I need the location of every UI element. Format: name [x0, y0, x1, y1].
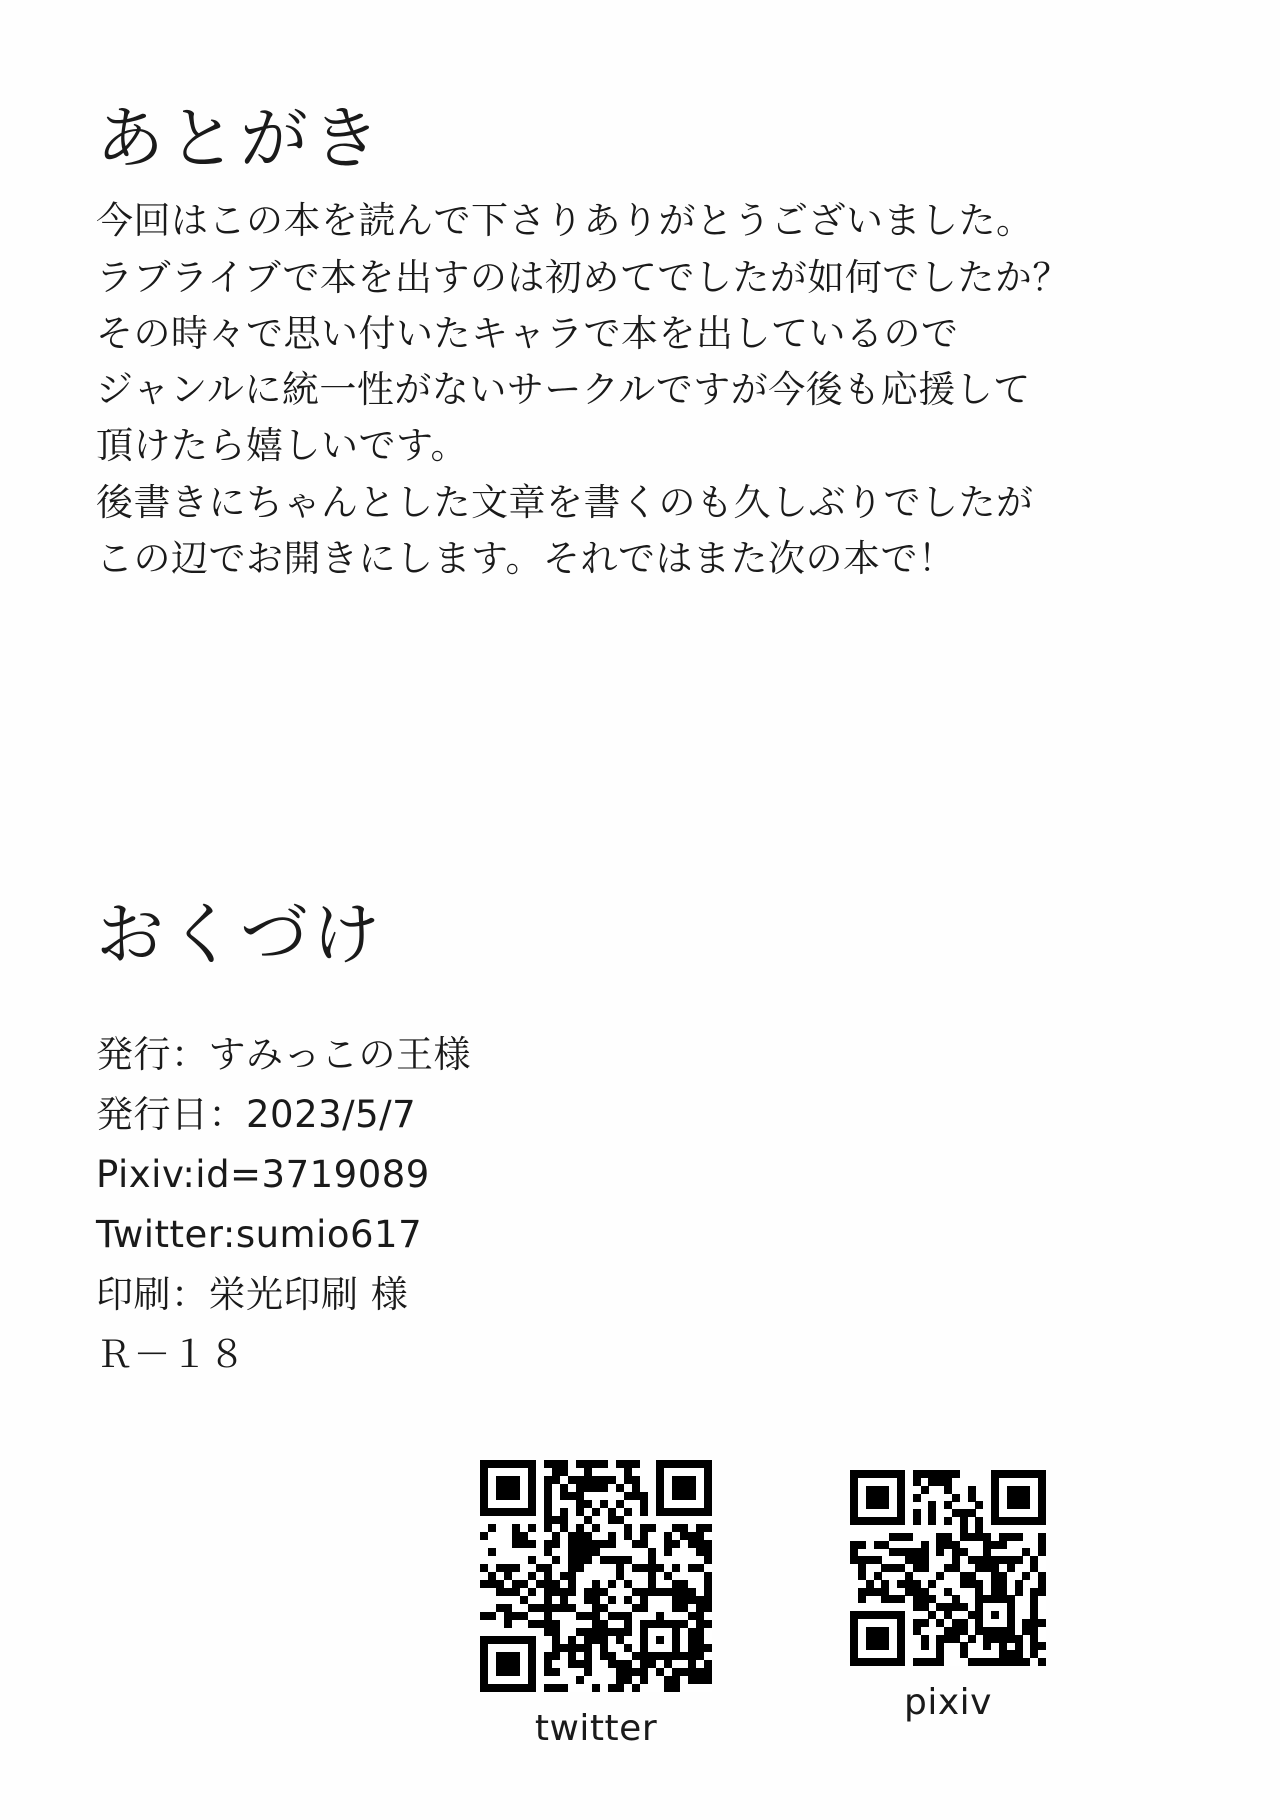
colophon-line-date: 発行日：2023/5/7 — [96, 1093, 417, 1137]
afterword-heading: あとがき — [96, 100, 385, 179]
qr-code-pixiv[interactable] — [850, 1470, 1046, 1723]
colophon-line-printer: 印刷：栄光印刷 様 — [96, 1273, 409, 1317]
afterword-line: 今回はこの本を読んで下さりありがとうございました。 — [96, 199, 1034, 243]
qr-code-image[interactable] — [480, 1460, 712, 1692]
afterword-body — [96, 193, 1196, 587]
afterword-line: 頂けたら嬉しいです。 — [96, 424, 469, 468]
afterword-section — [96, 100, 1196, 587]
qr-code-image[interactable] — [850, 1470, 1046, 1666]
afterword-line: ジャンルに統一性がないサークルですが今後も応援して — [96, 368, 1031, 412]
qr-code-label: pixiv — [904, 1682, 992, 1723]
colophon-line-rating: Ｒ－１８ — [96, 1333, 246, 1377]
qr-code-area — [480, 1460, 1180, 1790]
afterword-line: ラブライブで本を出すのは初めてでしたが如何でしたか？ — [96, 255, 1070, 299]
colophon-line-twitter: Twitter:sumio617 — [96, 1213, 423, 1257]
colophon-line-publisher: 発行：すみっこの王様 — [96, 1033, 471, 1077]
qr-code-label: twitter — [534, 1708, 658, 1749]
afterword-line: 後書きにちゃんとした文章を書くのも久しぶりでしたが — [96, 480, 1034, 524]
afterword-line: この辺でお開きにします。それではまた次の本で！ — [96, 536, 956, 580]
colophon-line-pixiv-id: Pixiv:id=3719089 — [96, 1153, 430, 1197]
afterword-line: その時々で思い付いたキャラで本を出しているので — [96, 311, 959, 355]
colophon-section — [96, 896, 1196, 1385]
qr-code-twitter[interactable] — [480, 1460, 712, 1749]
colophon-heading: おくづけ — [96, 896, 385, 975]
colophon-body — [96, 1025, 1196, 1385]
